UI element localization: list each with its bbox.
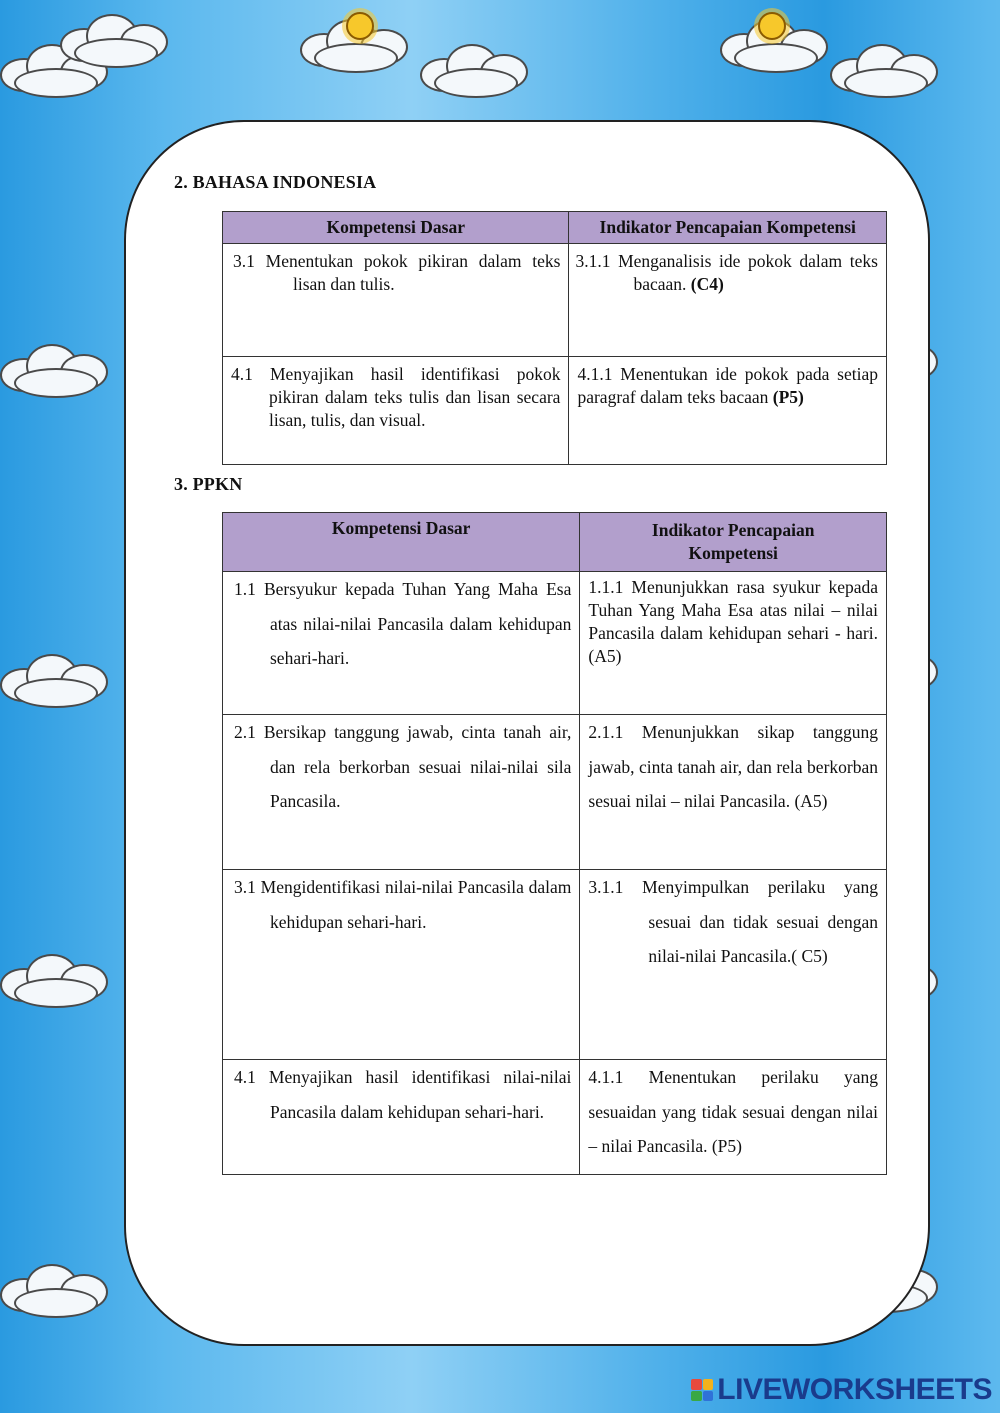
sun-icon [758,12,786,40]
section-title-ppkn: 3. PPKN [174,474,243,494]
header-indikator: Indikator Pencapaian Kompetensi [580,513,887,572]
cloud-puff [844,68,928,98]
table-row [223,572,887,715]
kd-cell: 3.1 Mengidentifikasi nilai-nilai Pancasila dalam kehidupan sehari-hari. [223,870,580,1060]
cloud-puff [14,1288,98,1318]
table-ppkn [222,512,887,1175]
kd-cell: 4.1 Menyajikan hasil identifikasi pokok pikiran dalam teks tulis dan lisan secara lisan, tulis, dan visual. [223,357,569,465]
indikator-code: (P5) [772,387,804,407]
table-row [223,715,887,870]
table-header-row [223,212,887,244]
header-indikator: Indikator Pencapaian Kompetensi [569,212,887,244]
indikator-cell: 4.1.1 Menentukan perilaku yang sesuaidan yang tidak sesuai dengan nilai – nilai Pancasila. (P5) [580,1060,887,1175]
section-title-bahasa: 2. BAHASA INDONESIA [174,172,377,192]
liveworksheets-logo[interactable] [691,1373,992,1407]
table-bahasa [222,211,887,465]
table-row [223,357,887,465]
kd-cell: 2.1 Bersikap tanggung jawab, cinta tanah air, dan rela berkorban sesuai nilai-nilai sila Pancasila. [223,715,580,870]
indikator-code: (C4) [690,274,724,294]
indikator-cell: 3.1.1 Menyimpulkan perilaku yang sesuai dan tidak sesuai dengan nilai-nilai Pancasila.( C5) [580,870,887,1060]
cloud-puff [14,978,98,1008]
table-row [223,244,887,357]
kd-cell: 1.1 Bersyukur kepada Tuhan Yang Maha Esa atas nilai-nilai Pancasila dalam kehidupan sehari-hari. [223,572,580,715]
indikator-cell: 2.1.1 Menunjukkan sikap tanggung jawab, cinta tanah air, dan rela berkorban sesuai nilai – nilai Pancasila. (A5) [580,715,887,870]
cloud-puff [734,43,818,73]
kd-cell: 3.1 Menentukan pokok pikiran dalam teks lisan dan tulis. [223,244,569,357]
cloud-puff [14,68,98,98]
logo-mark-icon [691,1379,713,1401]
sun-icon [346,12,374,40]
brand-text: LIVEWORKSHEETS [717,1373,992,1406]
header-kompetensi-dasar: Kompetensi Dasar [223,212,569,244]
table-row [223,1060,887,1175]
indikator-cell [569,357,887,465]
indikator-cell: 1.1.1 Menunjukkan rasa syukur kepada Tuhan Yang Maha Esa atas nilai – nilai Pancasila dalam kehidupan sehari - hari. (A5) [580,572,887,715]
table-row [223,870,887,1060]
indikator-text: 4.1.1 Menentukan ide pokok pada setiap paragraf dalam teks bacaan [577,364,878,407]
indikator-cell [569,244,887,357]
kd-cell: 4.1 Menyajikan hasil identifikasi nilai-nilai Pancasila dalam kehidupan sehari-hari. [223,1060,580,1175]
indikator-text: 3.1.1 Menganalisis ide pokok dalam teks bacaan. [575,251,878,294]
table-header-row [223,513,887,572]
cloud-puff [14,678,98,708]
cloud-puff [434,68,518,98]
header-kompetensi-dasar: Kompetensi Dasar [223,513,580,572]
cloud-puff [74,38,158,68]
cloud-puff [314,43,398,73]
cloud-puff [14,368,98,398]
